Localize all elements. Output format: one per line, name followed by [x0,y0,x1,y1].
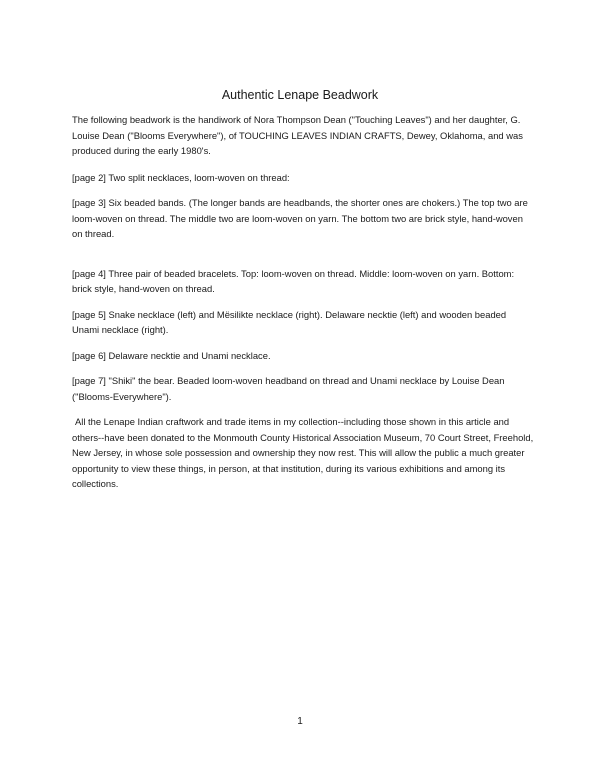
page-3-caption: [page 3] Six beaded bands. (The longer bands are headbands, the shorter ones are chokers.) The top two are loom-woven on thread. The middle two are loom-woven on yarn. The bottom two are brick style, hand-woven on thread. [72,197,528,239]
closing-paragraph: All the Lenape Indian craftwork and trade items in my collection--including those shown in this article and others--have been donated to the Monmouth County Historical Association Museum, 70 Court Street, Freehold, New Jersey, in whose sole possession and ownership they now rest. This will allow the public a much greater opportunity to view these things, in person, at that institution, during its various exhibitions and among its collections. [72,416,534,489]
page-6-caption: [page 6] Delaware necktie and Unami necklace. [72,349,271,361]
page-5-caption: [page 5] Snake necklace (left) and Mësilikte necklace (right). Delaware necktie (left) and wooden beaded Unami necklace (right). [72,308,507,335]
document-title: Authentic Lenape Beadwork [221,88,379,102]
document-body [72,112,534,492]
page-2-caption: [page 2] Two split necklaces, loom-woven on thread: [72,171,290,183]
page-7-caption: [page 7] "Shiki" the bear. Beaded loom-woven headband on thread and Unami necklace by Louise Dean ("Blooms-Everywhere"). [72,375,505,402]
intro-paragraph: The following beadwork is the handiwork of Nora Thompson Dean ("Touching Leaves") and her daughter, G. Louise Dean ("Blooms Everywhere"), of TOUCHING LEAVES INDIAN CRAFTS, Dewey, Oklahoma, and was produced during the early 1980's. [72,114,523,156]
page-4-caption: [page 4] Three pair of beaded bracelets. Top: loom-woven on thread. Middle: loom-woven on yarn. Bottom: brick style, hand-woven on thread. [72,267,515,294]
page-number: 1 [297,716,303,727]
